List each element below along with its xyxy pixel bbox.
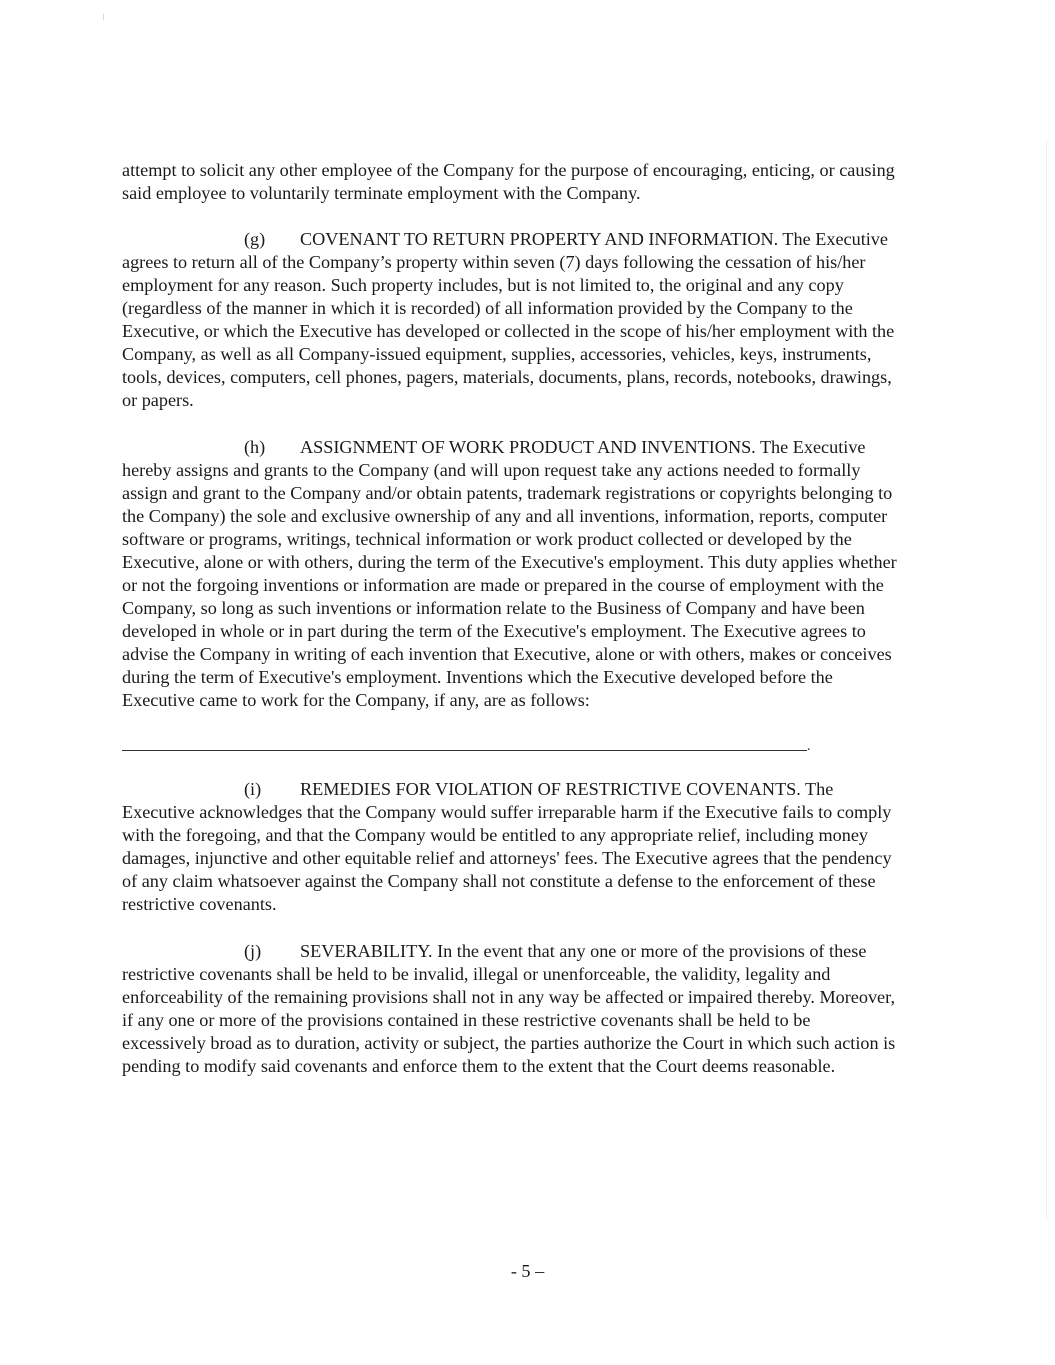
blank-line-terminator: . [807,739,811,754]
paragraph-h-marker: (h) [244,437,266,457]
page-number: - 5 – [510,1261,545,1281]
paragraph-f-continuation [122,159,897,205]
paragraph-g-text: COVENANT TO RETURN PROPERTY AND INFORMATION. The Executive agrees to return all of the Company’s property within seven (7) days following the cessation of his/her employment for any reason. Such property includes, but is not limited to, the original and any copy (regardless of the manner in which it is recorded) of all information provided by the Company to the Executive, or which the Executive has developed or collected in the scope of his/her employment with the Company, as well as all Company-issued equipment, supplies, accessories, vehicles, keys, instruments, tools, devices, computers, cell phones, pagers, materials, documents, plans, records, notebooks, drawings, or papers. [122,229,895,410]
paragraph-h [122,436,897,712]
scan-speck [1046,140,1047,1220]
paragraph-g-marker: (g) [244,229,266,249]
paragraph-j [122,940,897,1078]
paragraph-i-marker: (i) [244,779,262,799]
paragraph-g [122,228,897,412]
paragraph-h-text: ASSIGNMENT OF WORK PRODUCT AND INVENTIONS. The Executive hereby assigns and grants to the Company (and will upon request take any actions needed to formally assign and grant to the Company and/or obtain patents, trademark registrations or copyrights belonging to the Company) the sole and exclusive ownership of any and all inventions, information, reports, computer software or programs, writings, technical information or work product collected or developed by the Executive, alone or with others, during the term of the Executive's employment. This duty applies whether or not the forgoing inventions or information are made or prepared in the course of employment with the Company, so long as such inventions or information relate to the Business of Company and have been developed in whole or in part during the term of the Executive's employment. The Executive agrees to advise the Company in writing of each invention that Executive, alone or with others, makes or conceives during the term of Executive's employment. Inventions which the Executive developed before the Executive came to work for the Company, if any, are as follows: [122,437,897,710]
paragraph-j-text: SEVERABILITY. In the event that any one or more of the provisions of these restrictive covenants shall be held to be invalid, illegal or unenforceable, the validity, legality and enforceability of the remaining provisions shall not in any way be affected or impaired thereby. Moreover, if any one or more of the provisions contained in these restrictive covenants shall be held to be excessively broad as to duration, activity or subject, the parties authorize the Court in which such action is pending to modify said covenants and enforce them to the extent that the Court deems reasonable. [122,941,896,1076]
scan-speck [103,14,104,20]
paragraph-i-text: REMEDIES FOR VIOLATION OF RESTRICTIVE COVENANTS. The Executive acknowledges that the Company would suffer irreparable harm if the Executive fails to comply with the foregoing, and that the Company would be entitled to any appropriate relief, including money damages, injunctive and other equitable relief and attorneys' fees. The Executive agrees that the pendency of any claim whatsoever against the Company shall not constitute a defense to the enforcement of these restrictive covenants. [122,779,892,914]
paragraph-j-marker: (j) [244,941,262,961]
inventions-blank-line [122,750,807,751]
paragraph-i [122,778,897,916]
paragraph-f-text: attempt to solicit any other employee of the Company for the purpose of encouraging, enticing, or causing said employee to voluntarily terminate employment with the Company. [122,160,895,203]
